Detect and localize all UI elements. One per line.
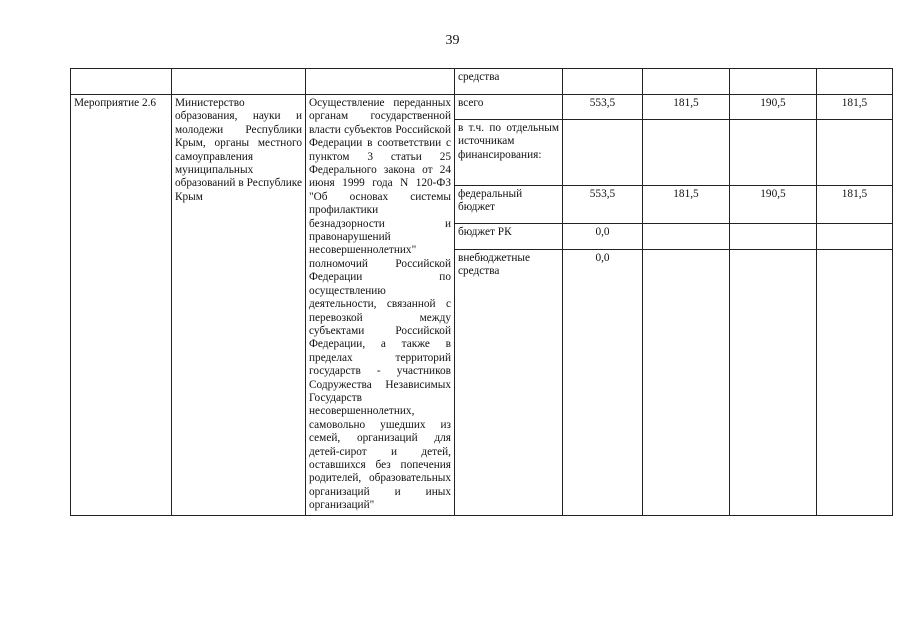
funding-source-cell: бюджет РК [455,224,563,250]
year3-value-cell: 181,5 [817,186,893,224]
total-value-cell: 0,0 [563,224,643,250]
year1-value-cell: 181,5 [643,186,730,224]
executor-cell: Министерство образования, науки и молодежи Республики Крым, органы местного самоуправления муниципальных образований в Республике Крым [172,95,306,516]
year2-value-cell [730,224,817,250]
year2-value-cell: 190,5 [730,95,817,120]
funding-source-cell: федеральный бюджет [455,186,563,224]
funding-table [70,68,893,516]
empty-cell [71,69,172,95]
page-number: 39 [445,33,460,48]
empty-cell [563,69,643,95]
total-value-cell: 0,0 [563,250,643,516]
year3-value-cell [817,120,893,186]
total-value-cell [563,120,643,186]
funding-source-cell: в т.ч. по отдельным источникам финансирования: [455,120,563,186]
year2-value-cell [730,250,817,516]
funding-source-cell: внебюджетные средства [455,250,563,516]
year1-value-cell [643,224,730,250]
empty-cell [730,69,817,95]
total-value-cell: 553,5 [563,186,643,224]
table-row [71,95,893,120]
empty-cell [172,69,306,95]
empty-cell [306,69,455,95]
empty-cell [817,69,893,95]
year3-value-cell [817,250,893,516]
funding-source-cell: всего [455,95,563,120]
year1-value-cell: 181,5 [643,95,730,120]
year1-value-cell [643,250,730,516]
empty-cell [643,69,730,95]
year3-value-cell: 181,5 [817,95,893,120]
funding-source-cell: средства [455,69,563,95]
total-value-cell: 553,5 [563,95,643,120]
year1-value-cell [643,120,730,186]
year2-value-cell [730,120,817,186]
year3-value-cell [817,224,893,250]
activity-description-cell: Осуществление переданных органам государственной власти субъектов Российской Федерации в соответствии с пунктом 3 статьи 25 Федерального закона от 24 июня 1999 года N 120-ФЗ "Об основах системы профилактики безнадзорности и правонарушений несовершеннолетних" полномочий Российской Федерации по осуществлению деятельности, связанной с перевозкой между субъектами Российской Федерации, а также в пределах территорий государств - участников Содружества Независимых Государств несовершеннолетних, самовольно ушедших из семей, организаций для детей-сирот и детей, оставшихся без попечения родителей, образовательных организаций и иных организаций" [306,95,455,516]
year2-value-cell: 190,5 [730,186,817,224]
activity-name-cell: Мероприятие 2.6 [71,95,172,516]
continuation-row [71,69,893,95]
